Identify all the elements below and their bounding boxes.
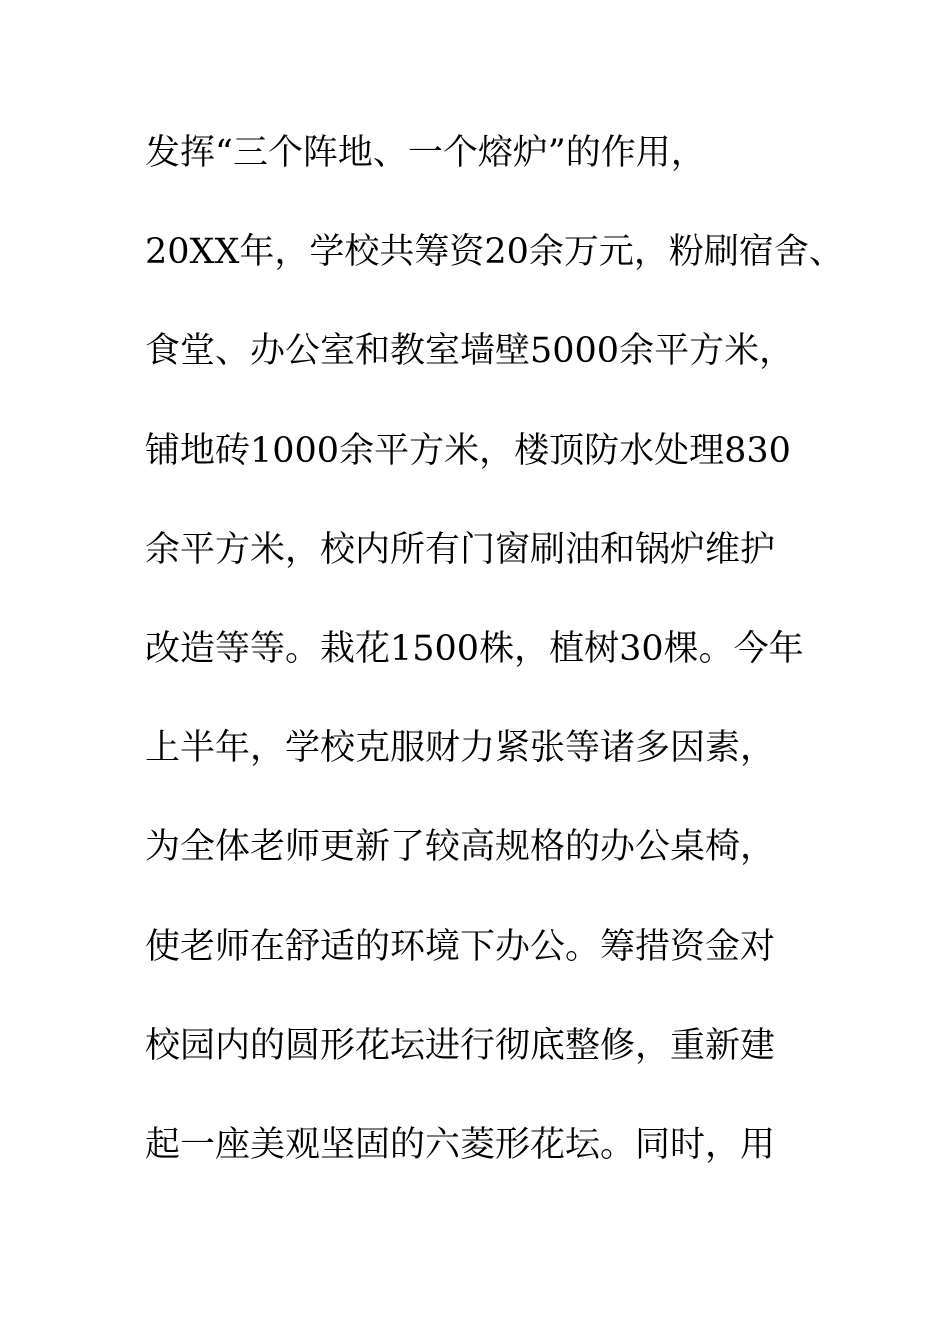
text-line-7: 上半年，学校克服财力紧张等诸多因素， bbox=[145, 728, 776, 769]
text-line-10: 校园内的圆形花坛进行彻底整修，重新建 bbox=[145, 1025, 776, 1066]
text-line-8: 为全体老师更新了较高规格的办公桌椅， bbox=[145, 827, 776, 868]
text-line-1: 发挥“三个阵地、一个熔炉”的作用， bbox=[145, 133, 706, 173]
text-line-4: 铺地砖1000余平方米，楼顶防水处理830 bbox=[145, 430, 791, 471]
text-line-6: 改造等等。栽花1500株，植树30棵。今年 bbox=[145, 628, 804, 669]
text-line-9: 使老师在舒适的环境下办公。筹措资金对 bbox=[145, 926, 776, 967]
text-line-2: 20XX年，学校共筹资20余万元，粉刷宿舍、 bbox=[145, 232, 844, 273]
text-line-11: 起一座美观坚固的六菱形花坛。同时，用 bbox=[145, 1124, 776, 1165]
body-text bbox=[145, 127, 925, 1218]
text-line-5: 余平方米，校内所有门窗刷油和锅炉维护 bbox=[145, 529, 776, 570]
text-line-3: 食堂、办公室和教室墙壁5000余平方米， bbox=[145, 331, 795, 372]
